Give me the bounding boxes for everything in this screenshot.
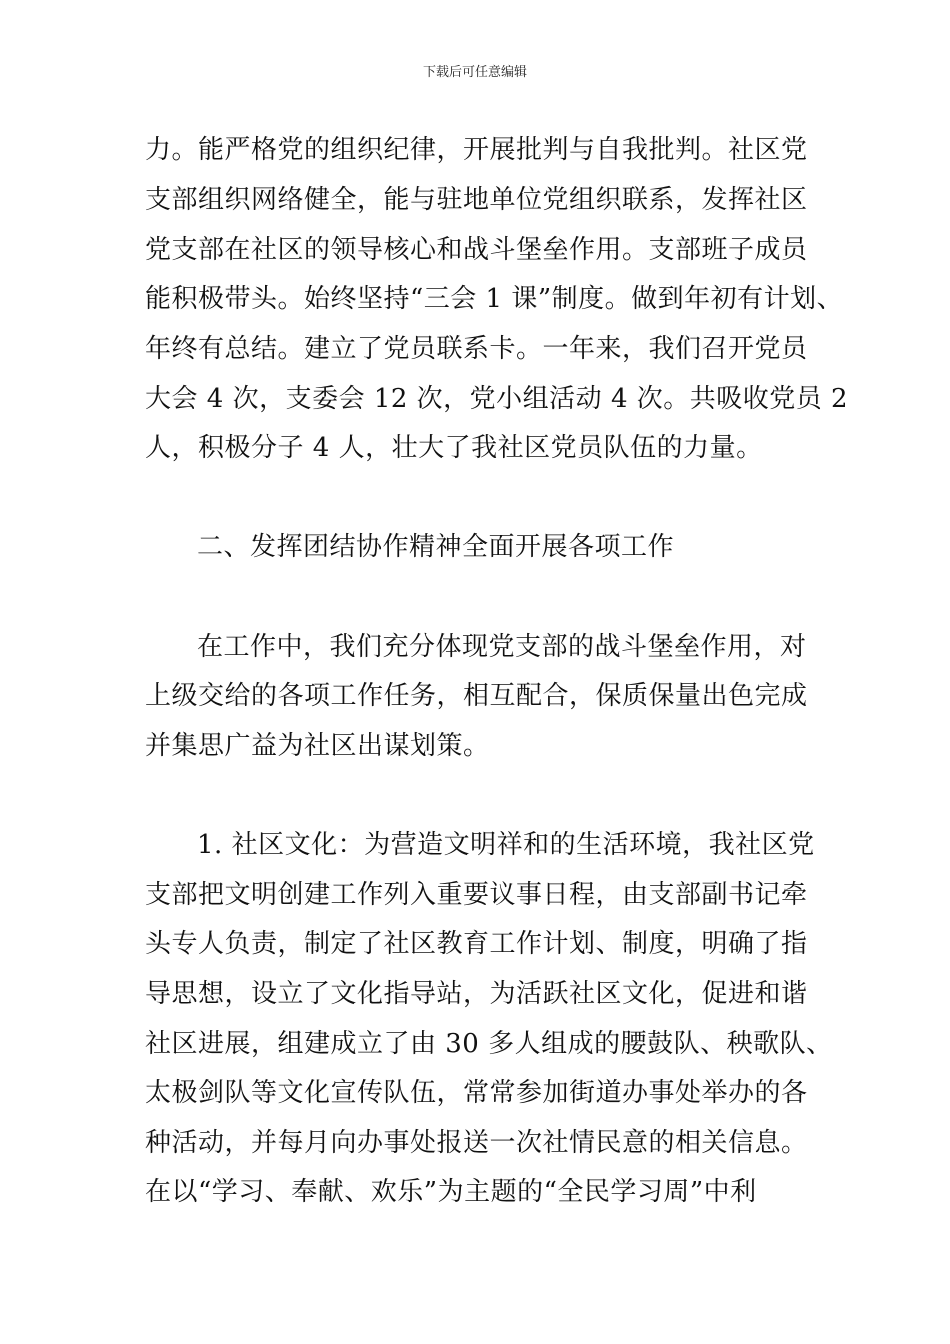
paragraph-1-line-6: 大会 4 次，支委会 12 次，党小组活动 4 次。共吸收党员 2 (145, 384, 849, 414)
paragraph-3-line-7: 种活动，并每月向办事处报送一次社情民意的相关信息。 (145, 1128, 808, 1158)
page-header: 下载后可任意编辑 (422, 65, 527, 80)
paragraph-3-line-8: 在以“学习、奉献、欢乐”为主题的“全民学习周”中利 (145, 1177, 757, 1207)
paragraph-3-line-5: 社区进展，组建成立了由 30 多人组成的腰鼓队、秧歌队、 (145, 1029, 833, 1059)
paragraph-3-line-4: 导思想，设立了文化指导站，为活跃社区文化，促进和谐 (145, 979, 808, 1009)
paragraph-3-line-3: 头专人负责，制定了社区教育工作计划、制度，明确了指 (145, 929, 808, 959)
paragraph-2-line-1: 在工作中，我们充分体现党支部的战斗堡垒作用，对 (197, 632, 807, 662)
paragraph-1-line-3: 党支部在社区的领导核心和战斗堡垒作用。支部班子成员 (145, 235, 808, 265)
paragraph-2-line-2: 上级交给的各项工作任务，相互配合，保质保量出色完成 (145, 681, 808, 711)
paragraph-3-line-1: 1. 社区文化：为营造文明祥和的生活环境，我社区党 (197, 830, 815, 860)
paragraph-2-line-3: 并集思广益为社区出谋划策。 (145, 731, 490, 761)
section-heading: 二、发挥团结协作精神全面开展各项工作 (197, 532, 675, 562)
paragraph-3-line-2: 支部把文明创建工作列入重要议事日程，由支部副书记牵 (145, 880, 808, 910)
paragraph-1-line-5: 年终有总结。建立了党员联系卡。一年来，我们召开党员 (145, 334, 808, 364)
paragraph-1-line-1: 力。能严格党的组织纪律，开展批判与自我批判。社区党 (145, 135, 808, 165)
paragraph-1-line-7: 人，积极分子 4 人，壮大了我社区党员队伍的力量。 (145, 433, 763, 463)
paragraph-1-line-2: 支部组织网络健全，能与驻地单位党组织联系，发挥社区 (145, 185, 808, 215)
paragraph-3-line-6: 太极剑队等文化宣传队伍，常常参加街道办事处举办的各 (145, 1078, 808, 1108)
paragraph-1-line-4: 能积极带头。始终坚持“三会 1 课”制度。做到年初有计划、 (145, 284, 844, 314)
